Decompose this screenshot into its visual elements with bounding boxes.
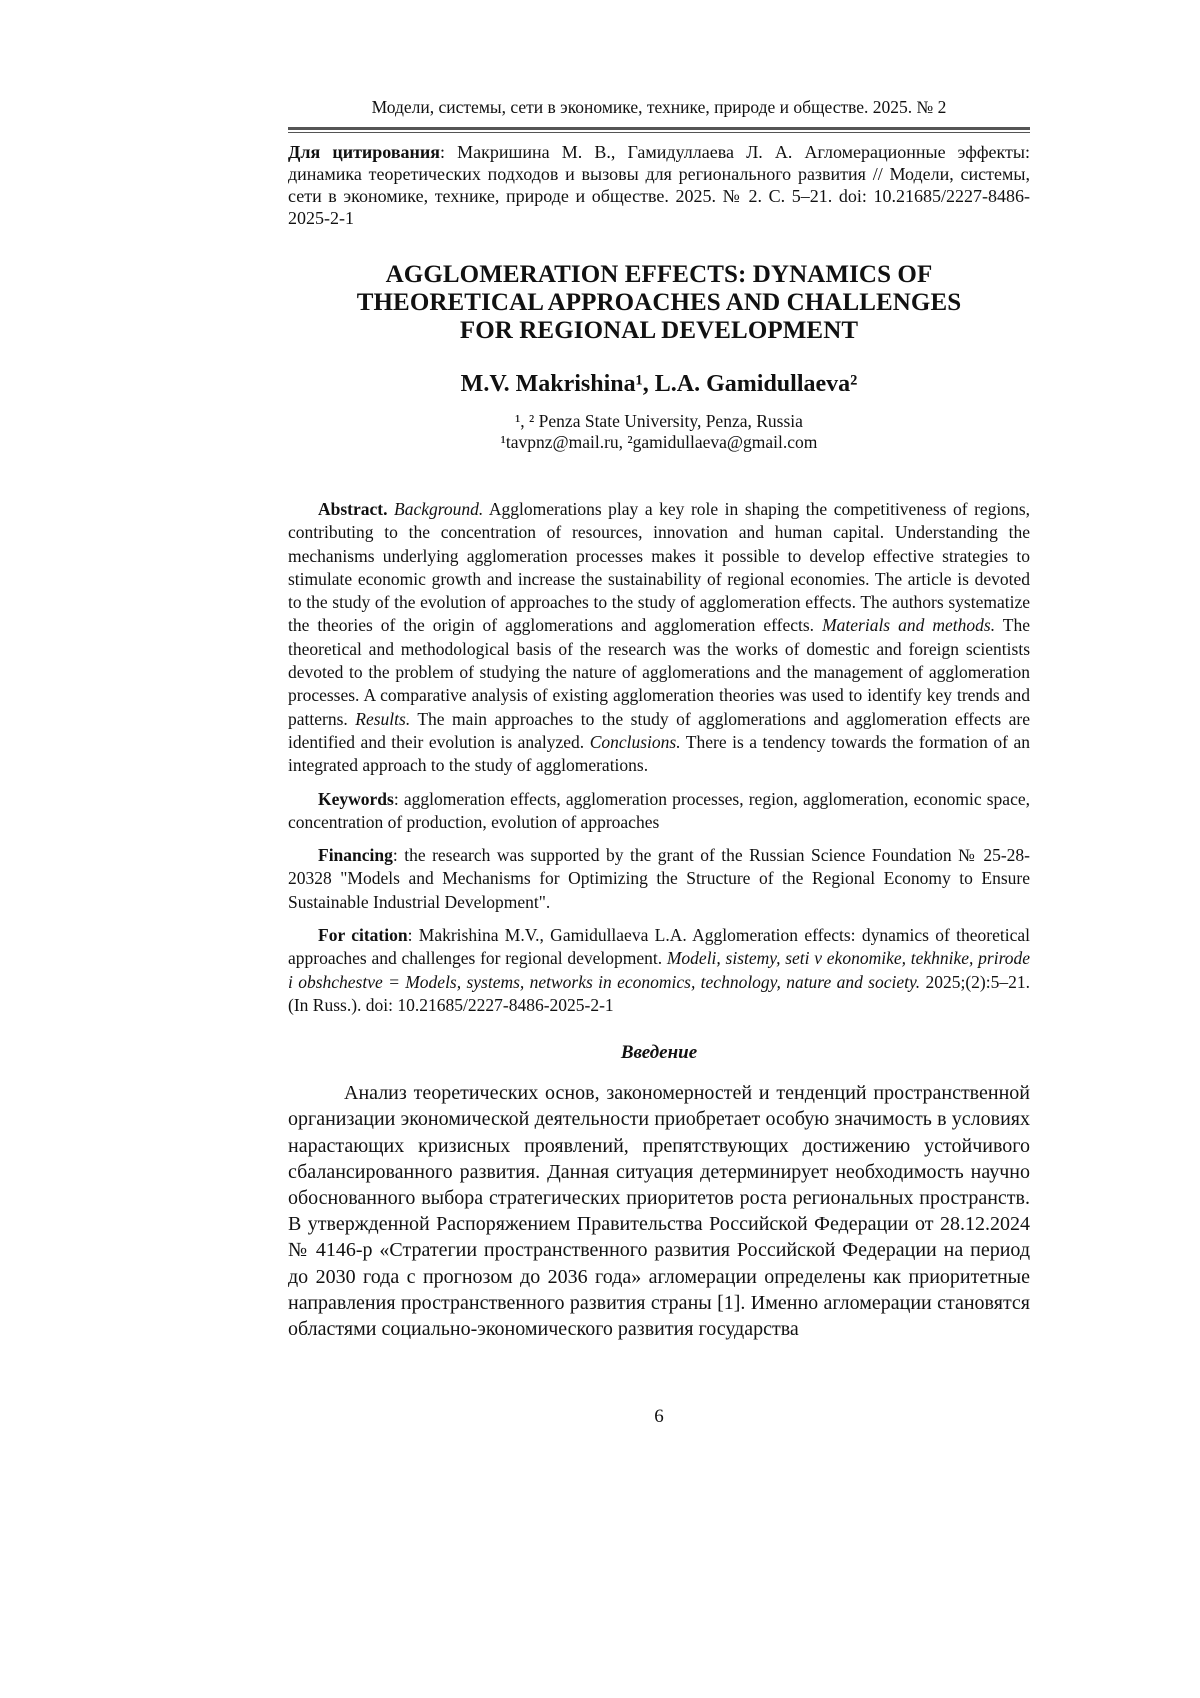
abstract-background-label: Background. [394,499,484,519]
abstract-conclusions-text: There is a tendency towards the formation of an integrated approach to the study of agglomerations. [288,731,1031,776]
affiliation [288,411,1030,453]
for-citation-text-before: : Makrishina M.V., Gamidullaeva L.A. Agglomeration effects: dynamics of theoretical approaches and challenges for regional development. [288,925,1030,969]
financing-label: Financing [318,845,393,866]
financing [288,844,1030,914]
affiliation-institution: ¹, ² Penza State University, Penza, Russia [515,411,803,431]
keywords-text: : agglomeration effects, agglomeration processes, region, agglomeration, economic space, concentration of production, evolution of approaches [288,788,1030,832]
keywords-label: Keywords [318,788,394,809]
paper-page [288,96,1030,1362]
keywords [288,788,1030,835]
abstract-methods-label: Materials and methods. [822,615,996,636]
abstract-label: Abstract. [318,499,388,519]
for-citation-label: For citation [318,925,408,946]
authors: M.V. Makrishina¹, L.A. Gamidullaeva² [460,371,858,397]
abstract-results-label: Results. [355,708,411,729]
title-line-1: AGGLOMERATION EFFECTS: DYNAMICS OF [385,261,933,288]
article-title [288,261,1030,345]
intro-paragraph: Анализ теоретических основ, закономерностей и тенденций пространственной организации экономической деятельности приобретает особую значимость в условиях нарастающих кризисных проявлений, препятствующих достижению устойчивого сбалансированного развития. Данная ситуация детерминирует необходимость научно обоснованного выбора стратегических приоритетов роста региональных пространств. В утвержденной Распоряжением Правительства Российской Федерации от 28.12.2024 № 4146-р «Стратегии пространственного развития Российской Федерации на период до 2030 года с прогнозом до 2036 года» агломерации определены как приоритетные направления пространственного развития страны [1]. Именно агломерации становятся областями социально-экономического развития государства [288,1082,1030,1341]
for-citation-text-after: 2025;(2):5–21. (In Russ.). doi: 10.21685/2227-8486-2025-2-1 [288,971,1030,1015]
abstract-methods-text: The theoretical and methodological basis of the research was the works of domestic and foreign scientists devoted to the problem of studying the nature of agglomerations and the management of agglomeration processes. A comparative analysis of existing agglomeration theories was used to identify key trends and patterns. [288,615,1030,729]
for-citation-journal: Modeli, sistemy, seti v ekonomike, tekhnike, prirode i obshchestve = Models, systems, networks in economics, technology, nature and society. [288,948,1030,992]
citation-ru-text: : Макришина М. В., Гамидуллаева Л. А. Агломерационные эффекты: динамика теоретических подходов и вызовы для регионального развития // Модели, системы, сети в экономике, технике, природе и обществе. 2025. № 2. С. 5–21. doi: 10.21685/2227-8486-2025-2-1 [288,142,1030,228]
title-line-3: FOR REGIONAL DEVELOPMENT [459,317,859,344]
abstract-background-text: Agglomerations play a key role in shaping the competitiveness of regions, contributing to the concentration of resources, innovation and human capital. Understanding the mechanisms underlying agglomeration processes makes it possible to develop effective strategies to stimulate economic growth and increase the sustainability of regional economies. The article is devoted to the study of the evolution of approaches to the study of agglomeration effects. The authors systematize the theories of the origin of agglomerations and agglomeration effects. [288,499,1031,636]
section-heading-introduction: Введение [620,1042,698,1064]
page-number: 6 [654,1406,664,1427]
abstract-conclusions-label: Conclusions. [589,731,681,752]
financing-text: : the research was supported by the grant of the Russian Science Foundation № 25-28-20328 "Models and Mechanisms for Optimizing the Structure of the Regional Economy to Ensure Sustainable Industrial Development". [288,845,1030,912]
abstract [288,498,1030,778]
citation-ru-label: Для цитирования [288,142,441,162]
for-citation [288,924,1030,1017]
abstract-results-text: The main approaches to the study of agglomerations and agglomeration effects are identified and their evolution is analyzed. [288,708,1030,752]
header-rule [288,127,1030,133]
running-header: Модели, системы, сети в экономике, технике, природе и обществе. 2025. № 2 [371,97,947,117]
citation-ru [288,141,1030,229]
title-line-2: THEORETICAL APPROACHES AND CHALLENGES [356,289,962,316]
affiliation-emails: ¹tavpnz@mail.ru, ²gamidullaeva@gmail.com [500,432,818,452]
